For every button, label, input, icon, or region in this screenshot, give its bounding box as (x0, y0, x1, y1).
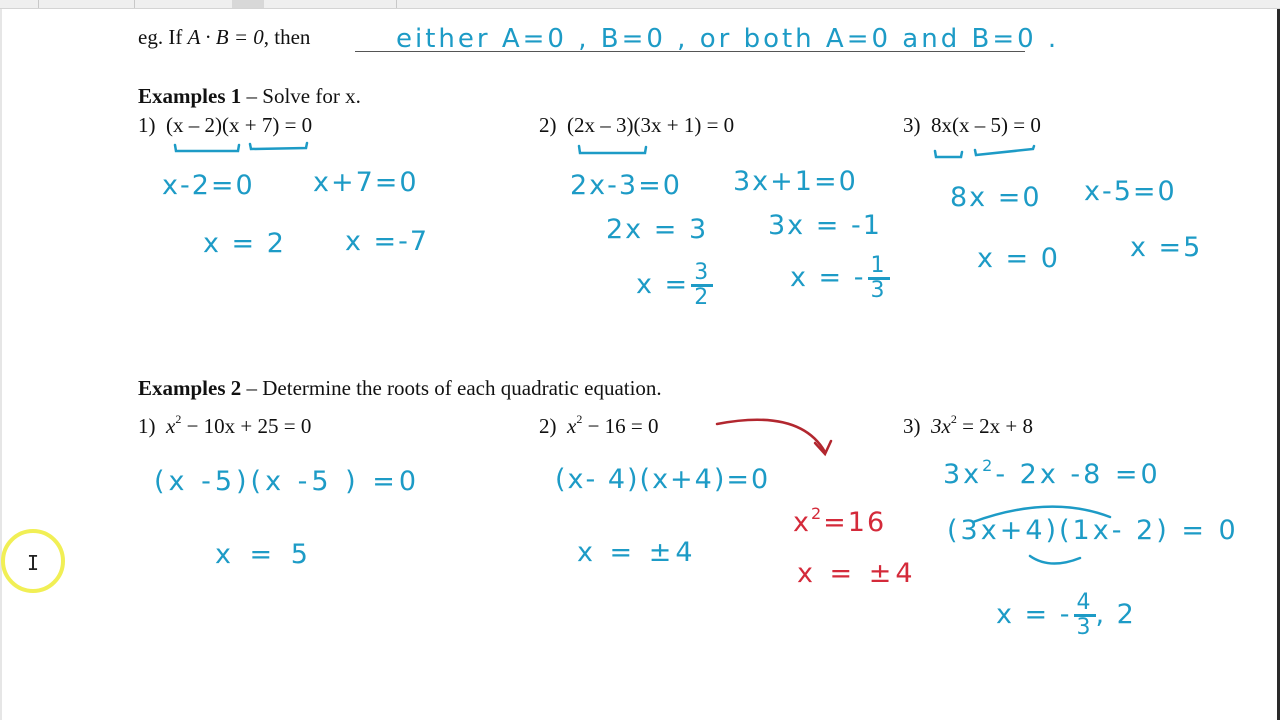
bracket-icon (579, 146, 646, 153)
ex2-p3-factored: (3x+4)(1x- 2) = 0 (947, 515, 1239, 546)
bracket-icon (975, 146, 1034, 155)
ex2-p2-alt-step: $x^2=16$ (793, 504, 887, 538)
ex2-p3-standard-form: $3x^2-$ 2x -8 =0 (943, 456, 1161, 490)
ex1-problem-3: 3) 8x(x – 5) = 0 (903, 113, 1041, 137)
ex1-p1-step: x+7=0 (313, 167, 419, 198)
ex1-p2-answer: x = $\frac{3}{2}$ (636, 262, 713, 309)
ex1-p3-step: 8x =0 (950, 182, 1042, 213)
distribution-arc-icon (1030, 556, 1080, 564)
fraction: $\frac{1}{3}$ (868, 255, 890, 302)
ex1-p2-step: 2x-3=0 (570, 170, 682, 201)
ex1-p2-answer: x = - $\frac{1}{3}$ (790, 255, 890, 302)
intro-expression: A · B = 0 (187, 25, 264, 49)
ex2-problem-1: 1) $x^2 - 10x + 25 = 0$ (138, 412, 312, 438)
ex1-p1-answer: x = 2 (203, 228, 286, 259)
intro-handwritten-answer: either A=0 , B=0 , or both A=0 and B=0 . (396, 24, 1060, 54)
red-arrow (717, 420, 831, 454)
ibeam-cursor-icon: I (27, 551, 40, 575)
ex1-problem-2: 2) (2x – 3)(3x + 1) = 0 (539, 113, 735, 137)
toolbar-divider (38, 0, 39, 8)
ex1-p3-step: x-5=0 (1084, 176, 1177, 207)
arrowhead-icon (815, 441, 831, 454)
ex1-p3-answer: x = 0 (977, 243, 1060, 274)
ex1-p2-step: 2x = 3 (606, 214, 709, 245)
ex2-p1-answer: x = 5 (215, 539, 313, 570)
toolbar-divider (396, 0, 397, 8)
ex1-p2-step: 3x = -1 (768, 210, 882, 241)
ex2-problem-2: 2) $x^2 - 16 = 0$ (539, 412, 659, 438)
toolbar-tab[interactable] (232, 0, 264, 8)
bracket-icon (175, 145, 239, 151)
examples2-heading: Examples 2 – Determine the roots of each quadratic equation. (138, 376, 662, 400)
ex1-problem-1: 1) (x – 2)(x + 7) = 0 (138, 113, 313, 137)
fraction: $\frac{3}{2}$ (691, 262, 713, 309)
ex2-p2-alt-answer: x = ±4 (797, 558, 917, 589)
ex2-p2-answer: x = ±4 (577, 537, 697, 568)
ex1-p2-step: 3x+1=0 (733, 166, 858, 197)
ex2-p3-answer: x = - $\frac{4}{3}$ , 2 (996, 590, 1136, 640)
toolbar-strip (0, 0, 1280, 9)
curved-arrow-icon (717, 420, 825, 452)
ex1-p1-step: x-2=0 (162, 170, 255, 201)
bracket-icon (935, 151, 962, 157)
ex2-p2-factored: (x- 4)(x+4)=0 (555, 464, 771, 495)
examples1-heading: Examples 1 – Solve for x. (138, 84, 361, 108)
bracket-icon (250, 143, 307, 149)
page-left-edge (0, 9, 2, 720)
intro-statement: eg. If A · B = 0, then (138, 25, 311, 49)
toolbar-divider (134, 0, 135, 8)
ex1-p1-answer: x =-7 (345, 226, 430, 257)
ex1-p3-answer: x =5 (1130, 232, 1203, 263)
ex2-p1-factored: (x -5)(x -5 ) =0 (154, 466, 421, 497)
fraction: $\frac{4}{3}$ (1074, 592, 1096, 639)
ex2-problem-3: 3) $3x^2 = 2x + 8$ (903, 412, 1034, 438)
